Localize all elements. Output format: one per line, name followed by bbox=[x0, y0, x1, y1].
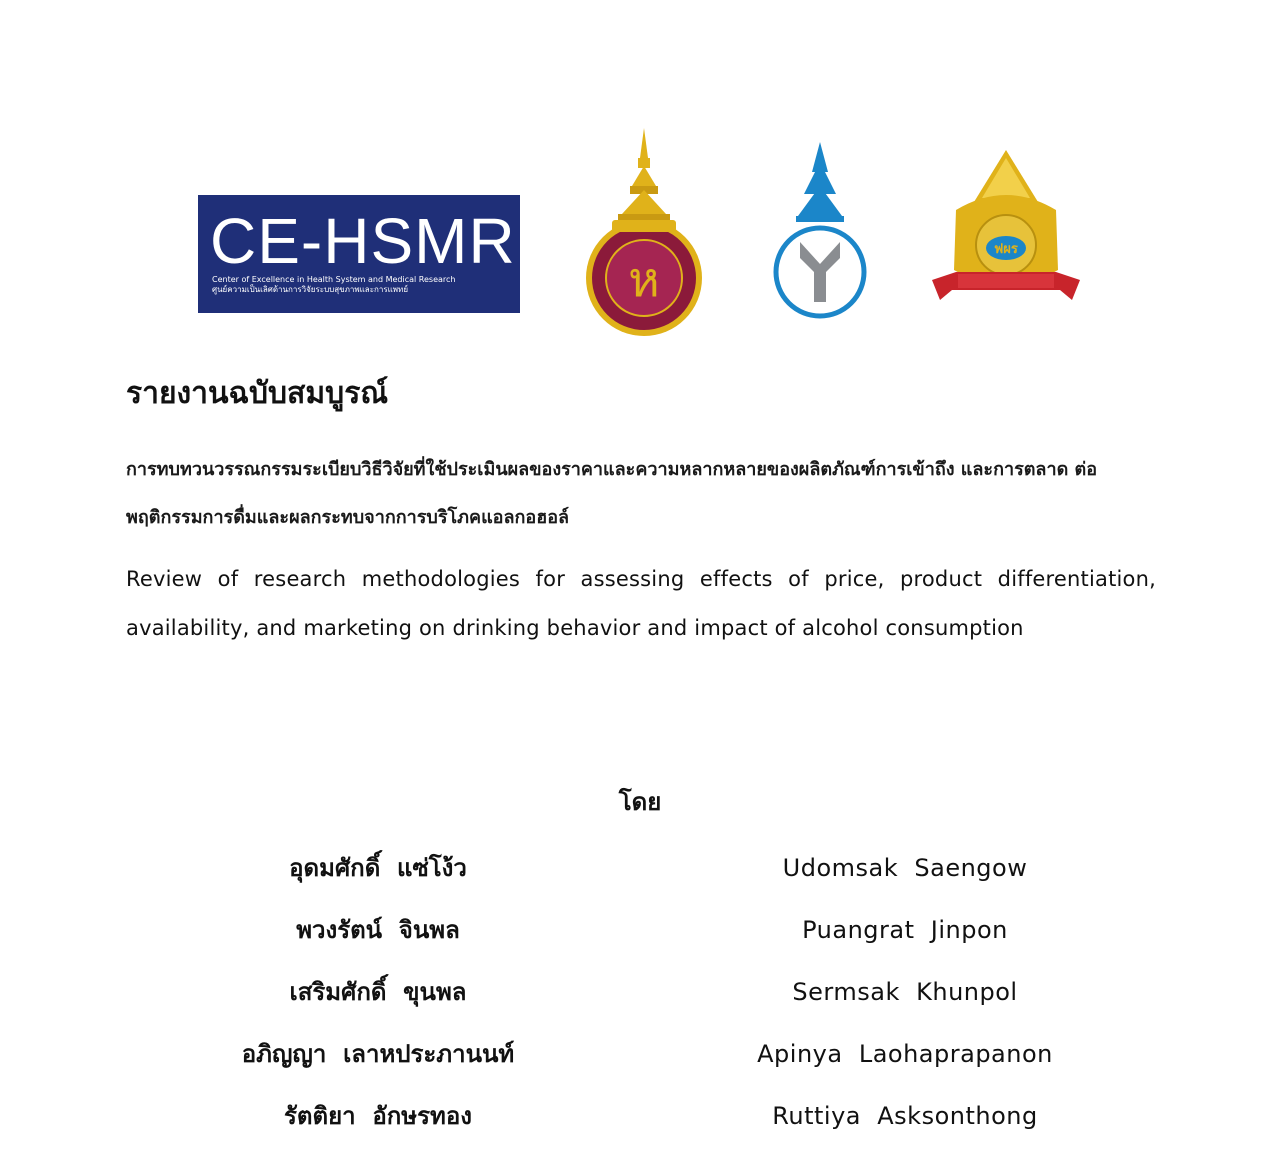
cehsmr-logo bbox=[198, 195, 520, 313]
report-title-thai: การทบทวนวรรณกรรมระเบียบวิธีวิจัยที่ใช้ประเมินผลของราคาและความหลากหลายของผลิตภัณฑ์การเข้าถึง และการตลาด ต่อพฤติกรรมการดื่มและผลกระทบจากการบริโภคแอลกอฮอล์ bbox=[126, 459, 1098, 528]
author-name-thai: พวงรัตน์ จินพล bbox=[296, 916, 460, 944]
report-heading: รายงานฉบับสมบูรณ์ bbox=[126, 376, 389, 411]
cehsmr-logo-subtitle-en: Center of Excellence in Health System and Medical Research bbox=[212, 275, 456, 284]
author-name-thai: รัตติยา อักษรทอง bbox=[284, 1102, 472, 1130]
author-row bbox=[0, 970, 1280, 1032]
author-name-thai: เสริมศักดิ์ ขุนพล bbox=[289, 978, 467, 1006]
author-row bbox=[0, 846, 1280, 908]
university-seal-icon bbox=[582, 128, 706, 338]
author-row bbox=[0, 908, 1280, 970]
author-name-english: Puangrat Jinpon bbox=[802, 916, 1008, 944]
logo-bar bbox=[0, 120, 1280, 335]
author-row bbox=[0, 1032, 1280, 1094]
svg-text:ฟผร: ฟผร bbox=[994, 242, 1018, 257]
author-name-english: Ruttiya Asksonthong bbox=[772, 1102, 1038, 1130]
svg-text:ห: ห bbox=[628, 252, 660, 308]
author-name-english: Apinya Laohaprapanon bbox=[757, 1040, 1053, 1068]
author-name-english: Sermsak Khunpol bbox=[792, 978, 1018, 1006]
institute-seal-icon bbox=[770, 142, 870, 322]
foundation-seal-icon bbox=[926, 150, 1086, 318]
cehsmr-logo-subtitle-th: ศูนย์ความเป็นเลิศด้านการวิจัยระบบสุขภาพและการแพทย์ bbox=[212, 285, 409, 294]
report-title-english: Review of research methodologies for assessing effects of price, product differentiation, availability, and marketing on drinking behavior and impact of alcohol consumption bbox=[126, 567, 1156, 640]
author-name-thai: อุดมศักดิ์ แซ่โง้ว bbox=[289, 854, 467, 882]
author-list bbox=[0, 846, 1280, 1156]
author-row bbox=[0, 1094, 1280, 1156]
by-label: โดย bbox=[618, 788, 662, 816]
author-name-thai: อภิญญา เลาหประภานนท์ bbox=[241, 1040, 515, 1068]
author-name-english: Udomsak Saengow bbox=[782, 854, 1028, 882]
cehsmr-logo-name: CE-HSMR bbox=[210, 205, 516, 277]
